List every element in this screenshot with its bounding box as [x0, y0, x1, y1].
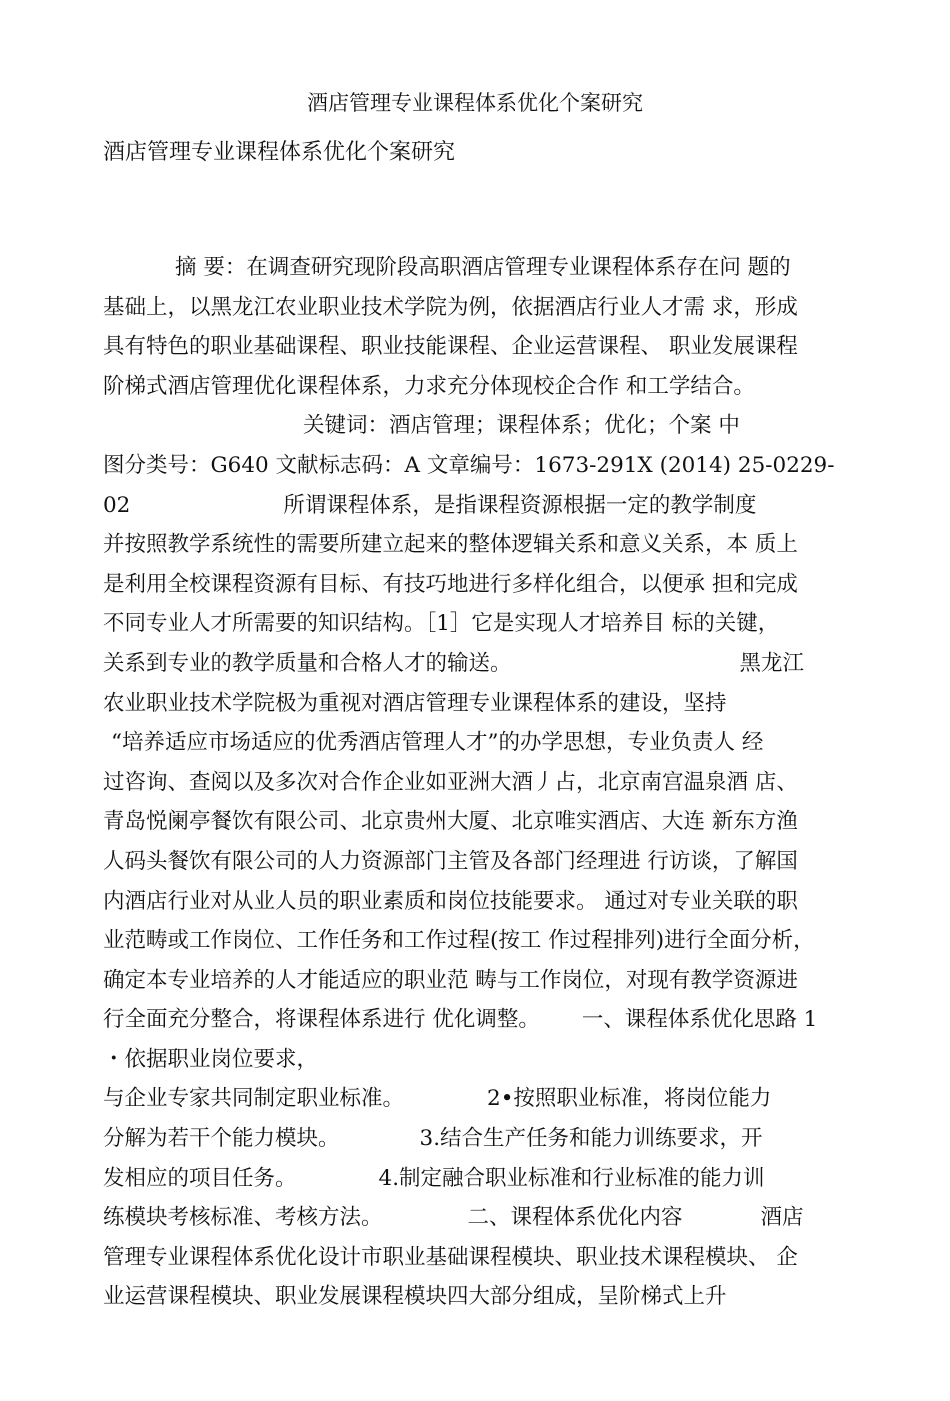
text-segment: 3.结合生产任务和能力训练要求，开 — [419, 1126, 763, 1152]
text-segment: 青岛悦阑亭餐饮有限公司、北京贵州大厦、北京唯实酒店、大连 新东方渔 — [103, 809, 798, 835]
text-segment: 图分类号：G640 文献标志码：A 文章编号：1673-291X (2014) 25-0229- — [103, 452, 835, 478]
text-segment: 确定本专业培养的人才能适应的职业范 畴与工作岗位，对现有教学资源进 — [103, 967, 798, 993]
text-segment: 酒店 — [760, 1205, 804, 1231]
text-line — [103, 486, 863, 526]
text-line — [103, 1000, 863, 1040]
text-line — [103, 1079, 863, 1119]
text-line — [103, 763, 863, 803]
text-segment: 黑龙江 — [739, 650, 805, 676]
text-segment: 关键词：酒店管理；课程体系；优化；个案 中 — [303, 413, 740, 439]
text-line — [103, 1277, 863, 1317]
text-segment: “培养适应市场适应的优秀酒店管理人才”的办学思想，专业负责人 经 — [111, 730, 764, 756]
text-line — [103, 842, 863, 882]
text-segment: 所谓课程体系，是指课程资源根据一定的教学制度 — [283, 492, 757, 518]
text-segment: 管理专业课程体系优化设计市职业基础课程模块、职业技术课程模块、 企 — [103, 1244, 798, 1270]
text-line — [103, 604, 863, 644]
text-segment: 摘 要：在调查研究现阶段高职酒店管理专业课程体系存在问 题的 — [175, 255, 791, 280]
text-line — [103, 1040, 863, 1080]
text-segment: 不同专业人才所需要的知识结构。［1］它是实现人才培养目 标的关键， — [103, 611, 780, 637]
text-segment: 是利用全校课程资源有目标、有技巧地进行多样化组合，以便承 担和完成 — [103, 571, 798, 597]
text-segment: 具有特色的职业基础课程、职业技能课程、企业运营课程、 职业发展课程 — [103, 334, 798, 360]
text-segment: 与企业专家共同制定职业标准。 — [103, 1086, 405, 1112]
text-segment: 阶梯式酒店管理优化课程体系，力求充分体现校企合作 和工学结合。 — [103, 373, 755, 399]
text-segment: 二、课程体系优化内容 — [467, 1205, 683, 1231]
text-line — [103, 802, 863, 842]
text-segment: 人码头餐饮有限公司的人力资源部门主管及各部门经理进 行访谈，了解国 — [103, 848, 798, 874]
text-line — [103, 882, 863, 922]
text-segment: 02 — [103, 492, 131, 518]
text-segment: 业运营课程模块、职业发展课程模块四大部分组成，呈阶梯式上升 — [103, 1284, 727, 1310]
text-segment: 过咨询、查阅以及多次对合作企业如亚洲大酒丿占，北京南宫温泉酒 店、 — [103, 769, 798, 795]
text-line — [103, 644, 863, 684]
text-segment: 4.制定融合职业标准和行业标准的能力训 — [378, 1165, 765, 1191]
text-line — [103, 921, 863, 961]
text-line — [103, 525, 863, 565]
text-segment: 分解为若干个能力模块。 — [103, 1126, 340, 1152]
text-line — [103, 446, 863, 486]
text-segment: 一、课程体系优化思路 1 — [581, 1007, 818, 1033]
text-line — [103, 565, 863, 605]
text-segment: 农业职业技术学院极为重视对酒店管理专业课程体系的建设，坚持 — [103, 690, 727, 716]
text-segment: 内酒店行业对从业人员的职业素质和岗位技能要求。 通过对专业关联的职 — [103, 888, 798, 914]
text-segment: 基础上，以黑龙江农业职业技术学院为例，依据酒店行业人才需 求，形成 — [103, 294, 798, 320]
text-segment: ・依据职业岗位要求， — [103, 1046, 319, 1072]
text-segment: 练模块考核标准、考核方法。 — [103, 1205, 383, 1231]
text-line — [103, 961, 863, 1001]
text-line — [103, 1159, 863, 1199]
text-line — [103, 327, 863, 367]
document-title: 酒店管理专业课程体系优化个案研究 — [307, 91, 643, 115]
document-subtitle: 酒店管理专业课程体系优化个案研究 — [103, 140, 456, 165]
text-line — [103, 1119, 863, 1159]
text-line — [103, 406, 863, 446]
text-segment: 发相应的项目任务。 — [103, 1165, 297, 1191]
text-segment: 2•按照职业标准，将岗位能力 — [487, 1086, 772, 1112]
document-body — [103, 248, 863, 1317]
text-segment: 行全面充分整合，将课程体系进行 优化调整。 — [103, 1007, 540, 1033]
text-segment: 关系到专业的教学质量和合格人才的输送。 — [103, 650, 512, 676]
text-line — [103, 684, 863, 724]
text-segment: 并按照教学系统性的需要所建立起来的整体逻辑关系和意义关系，本 质上 — [103, 532, 798, 558]
text-line — [103, 367, 863, 407]
text-line — [103, 723, 863, 763]
text-line — [103, 1198, 863, 1238]
text-segment: 业范畴或工作岗位、工作任务和工作过程(按工 作过程排列)进行全面分析， — [103, 928, 815, 954]
text-line — [103, 288, 863, 328]
text-line — [103, 1238, 863, 1278]
text-line — [103, 248, 863, 288]
